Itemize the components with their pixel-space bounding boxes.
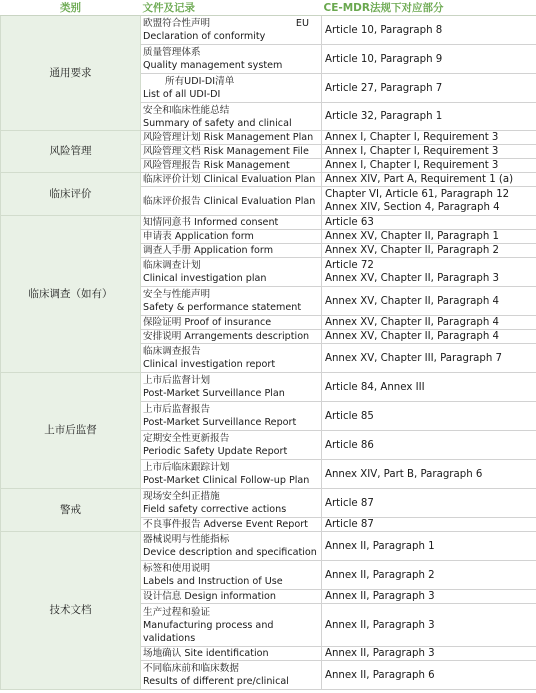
document-text: 现场安全纠正措施 xyxy=(143,491,220,502)
document-cell xyxy=(141,532,322,561)
clause-cell xyxy=(322,460,536,489)
document-text: Device description and specification xyxy=(143,547,317,558)
clause-cell xyxy=(322,402,536,431)
document-text: 场地确认 Site identification xyxy=(143,648,269,659)
clause-text: Article 84, Annex III xyxy=(325,381,425,393)
clause-text: Annex II, Paragraph 1 xyxy=(325,540,435,552)
document-cell xyxy=(141,489,322,518)
header-documents: 文件及记录 xyxy=(141,0,322,16)
document-cell xyxy=(141,604,322,647)
clause-cell xyxy=(322,661,536,690)
table-row xyxy=(1,216,536,230)
header-row xyxy=(1,0,536,16)
document-text: 定期安全性更新报告 xyxy=(143,433,230,444)
category-cell: 上市后监督 xyxy=(1,373,141,489)
document-cell xyxy=(141,316,322,330)
document-text: 欧盟符合性声明 EU xyxy=(143,17,319,30)
document-cell xyxy=(141,402,322,431)
document-cell xyxy=(141,590,322,604)
document-text: 临床调查计划 xyxy=(143,260,201,271)
document-text: 不同临床前和临床数据 xyxy=(143,663,239,674)
document-cell xyxy=(141,244,322,258)
document-cell xyxy=(141,661,322,690)
clause-cell xyxy=(322,489,536,518)
clause-text: Article 10, Paragraph 8 xyxy=(325,24,443,36)
clause-text: Annex XV, Chapter II, Paragraph 3 xyxy=(325,273,500,284)
category-cell: 风险管理 xyxy=(1,131,141,173)
clause-cell xyxy=(322,316,536,330)
clause-text: Annex I, Chapter I, Requirement 3 xyxy=(325,132,499,143)
clause-text: Annex II, Paragraph 3 xyxy=(325,619,435,631)
document-text: 临床调查报告 xyxy=(143,346,201,357)
clause-cell xyxy=(322,373,536,402)
clause-cell xyxy=(322,230,536,244)
document-cell xyxy=(141,561,322,590)
table-row xyxy=(1,131,536,145)
clause-text: Annex XIV, Part A, Requirement 1 (a) xyxy=(325,174,514,185)
document-text: 标签和使用说明 xyxy=(143,563,211,574)
clause-cell xyxy=(322,258,536,287)
clause-text: Article 87 xyxy=(325,519,374,530)
clause-cell xyxy=(322,244,536,258)
document-cell xyxy=(141,216,322,230)
clause-text: Article 10, Paragraph 9 xyxy=(325,53,443,65)
document-text: 风险管理报告 Risk Management xyxy=(143,160,290,171)
clause-cell xyxy=(322,216,536,230)
category-cell: 警戒 xyxy=(1,489,141,532)
clause-text: Article 63 xyxy=(325,217,374,228)
clause-cell xyxy=(322,173,536,187)
eu-marker: EU xyxy=(295,18,309,29)
clause-text: Annex XV, Chapter II, Paragraph 1 xyxy=(325,231,500,242)
table-row xyxy=(1,16,536,45)
document-cell xyxy=(141,159,322,173)
document-cell xyxy=(141,187,322,216)
clause-cell xyxy=(322,16,536,45)
clause-text: Chapter VI, Article 61, Paragraph 12 xyxy=(325,189,510,200)
document-text: 质量管理体系 xyxy=(143,47,201,58)
header-category: 类别 xyxy=(1,0,141,16)
document-cell xyxy=(141,431,322,460)
clause-cell xyxy=(322,287,536,316)
document-text: 器械说明与性能指标 xyxy=(143,534,230,545)
document-text: 上市后监督报告 xyxy=(143,404,211,415)
document-text: Quality management system xyxy=(143,60,283,71)
document-text: 保险证明 Proof of insurance xyxy=(143,317,272,328)
document-text: 安排说明 Arrangements description xyxy=(143,331,310,342)
document-cell xyxy=(141,74,322,103)
document-text: 设计信息 Design information xyxy=(143,591,276,602)
document-text: Clinical investigation plan xyxy=(143,273,267,284)
document-text: 上市后监督计划 xyxy=(143,375,211,386)
document-cell xyxy=(141,16,322,45)
document-text: 风险管理计划 Risk Management Plan xyxy=(143,132,314,143)
document-text: List of all UDI-DI xyxy=(143,89,221,100)
category-cell: 临床评价 xyxy=(1,173,141,216)
table-row xyxy=(1,532,536,561)
document-cell xyxy=(141,230,322,244)
clause-text: Annex XV, Chapter II, Paragraph 4 xyxy=(325,295,500,307)
clause-cell xyxy=(322,131,536,145)
clause-text: Annex XIV, Part B, Paragraph 6 xyxy=(325,468,483,480)
clause-cell xyxy=(322,647,536,661)
document-text: 生产过程和验证 xyxy=(143,606,211,618)
clause-cell xyxy=(322,532,536,561)
clause-text: Annex XV, Chapter II, Paragraph 2 xyxy=(325,245,500,256)
document-text: 申请表 Application form xyxy=(143,231,254,242)
document-text: 知情同意书 Informed consent xyxy=(143,217,279,228)
category-cell: 通用要求 xyxy=(1,16,141,131)
document-text: Labels and Instruction of Use xyxy=(143,576,283,587)
category-cell: 临床调查（如有） xyxy=(1,216,141,373)
document-text: Post-Market Surveillance Report xyxy=(143,417,297,428)
document-text: 安全与性能声明 xyxy=(143,289,211,300)
category-cell: 技术文档 xyxy=(1,532,141,690)
clause-cell xyxy=(322,145,536,159)
clause-cell xyxy=(322,187,536,216)
clause-text: Article 27, Paragraph 7 xyxy=(325,82,443,94)
clause-text: Annex II, Paragraph 2 xyxy=(325,569,435,581)
document-cell xyxy=(141,258,322,287)
clause-cell xyxy=(322,103,536,131)
document-text: Results of different pre/clinical xyxy=(143,676,289,687)
table-row xyxy=(1,489,536,518)
document-cell xyxy=(141,45,322,74)
document-text: 所有UDI-DI清单 xyxy=(165,76,235,87)
document-text: Post-Market Surveillance Plan xyxy=(143,388,285,399)
table-row xyxy=(1,373,536,402)
clause-text: Article 72 xyxy=(325,260,374,271)
document-cell xyxy=(141,131,322,145)
clause-text: Annex II, Paragraph 6 xyxy=(325,669,435,681)
document-text: Summary of safety and clinical xyxy=(143,117,292,129)
clause-text: Annex I, Chapter I, Requirement 3 xyxy=(325,160,499,171)
clause-text: Annex XV, Chapter II, Paragraph 4 xyxy=(325,317,500,328)
document-text: 安全和临床性能总结 xyxy=(143,104,230,116)
document-cell xyxy=(141,344,322,373)
clause-cell xyxy=(322,344,536,373)
clause-text: Annex XIV, Section 4, Paragraph 4 xyxy=(325,202,500,213)
document-cell xyxy=(141,647,322,661)
clause-text: Annex II, Paragraph 3 xyxy=(325,648,435,659)
document-text: Post-Market Clinical Follow-up Plan xyxy=(143,475,310,486)
header-clause: CE-MDR法规下对应部分 xyxy=(322,0,536,16)
table-row xyxy=(1,173,536,187)
clause-cell xyxy=(322,604,536,647)
document-text: 风险管理文档 Risk Management File xyxy=(143,146,309,157)
clause-cell xyxy=(322,518,536,532)
document-text: Declaration of conformity xyxy=(143,31,266,42)
clause-text: Annex II, Paragraph 3 xyxy=(325,591,435,602)
document-cell xyxy=(141,460,322,489)
document-text: validations xyxy=(143,632,196,644)
document-text: 临床评价计划 Clinical Evaluation Plan xyxy=(143,174,316,185)
document-text: 临床评价报告 Clinical Evaluation Plan xyxy=(143,195,316,207)
document-cell xyxy=(141,373,322,402)
clause-text: Article 86 xyxy=(325,439,374,451)
clause-cell xyxy=(322,431,536,460)
clause-cell xyxy=(322,159,536,173)
document-cell xyxy=(141,287,322,316)
document-text: Field safety corrective actions xyxy=(143,504,287,515)
document-cell xyxy=(141,518,322,532)
clause-cell xyxy=(322,330,536,344)
document-text: 调查人手册 Application form xyxy=(143,245,274,256)
document-text: Clinical investigation report xyxy=(143,359,276,370)
clause-text: Article 87 xyxy=(325,497,374,509)
document-text: Manufacturing process and xyxy=(143,619,274,631)
document-text: 不良事件报告 Adverse Event Report xyxy=(143,519,308,530)
document-text: Safety & performance statement xyxy=(143,302,302,313)
clause-text: Annex I, Chapter I, Requirement 3 xyxy=(325,146,499,157)
document-cell xyxy=(141,145,322,159)
clause-cell xyxy=(322,74,536,103)
document-text: Periodic Safety Update Report xyxy=(143,446,288,457)
clause-cell xyxy=(322,590,536,604)
document-cell xyxy=(141,103,322,131)
table-body xyxy=(1,16,536,690)
clause-text: Article 32, Paragraph 1 xyxy=(325,111,443,122)
document-cell xyxy=(141,330,322,344)
document-cell xyxy=(141,173,322,187)
clause-text: Annex XV, Chapter II, Paragraph 4 xyxy=(325,331,500,342)
clause-cell xyxy=(322,561,536,590)
clause-cell xyxy=(322,45,536,74)
document-text: 上市后临床跟踪计划 xyxy=(143,462,230,473)
clause-text: Article 85 xyxy=(325,410,374,422)
clause-text: Annex XV, Chapter III, Paragraph 7 xyxy=(325,352,503,364)
